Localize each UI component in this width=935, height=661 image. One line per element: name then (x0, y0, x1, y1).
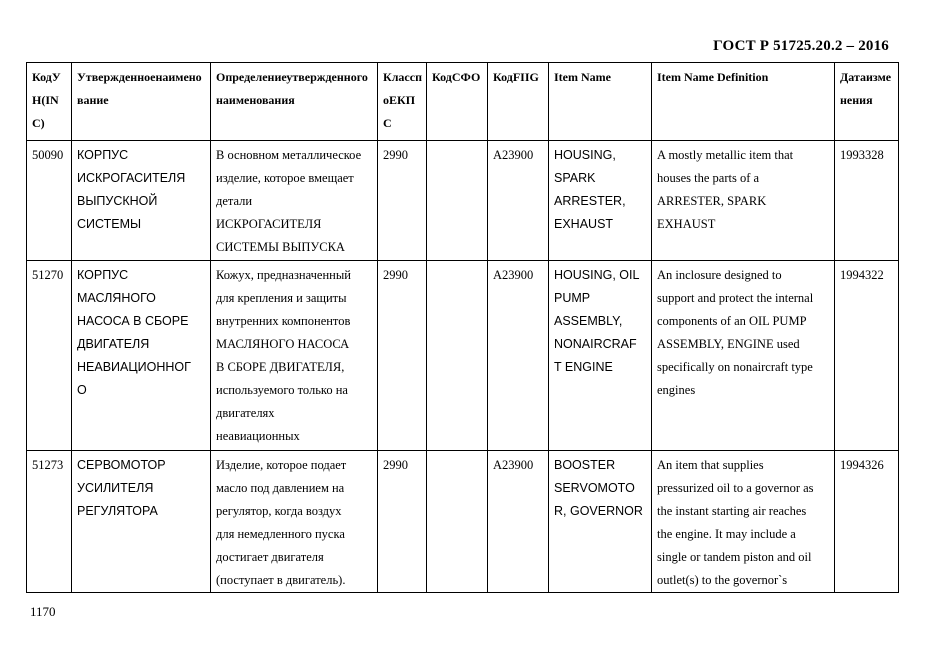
text-line: houses the parts of a (657, 171, 760, 185)
text-line: support and protect the internal (657, 291, 814, 305)
text-line: утвержденного (286, 70, 368, 84)
cell-sfo-code (427, 261, 488, 451)
text-line: СИСТЕМЫ (77, 217, 142, 231)
cell-inc: 51270 (27, 261, 72, 451)
cell-definition (211, 451, 378, 593)
text-line: В основном металлическое (216, 148, 362, 162)
cell-approved-name (72, 451, 211, 593)
cell-item-name (549, 451, 652, 593)
text-line: масло под давлением на (216, 481, 345, 495)
cell-item-name (549, 141, 652, 261)
cell-fiig-code: A23900 (488, 141, 549, 261)
page-number: 1170 (30, 604, 56, 619)
text-line: A mostly metallic item that (657, 148, 794, 162)
text-line: Код (432, 70, 452, 84)
text-line: УН (32, 70, 61, 107)
text-line: по (383, 70, 423, 107)
text-line: УСИЛИТЕЛЯ (77, 481, 154, 495)
text-line: неавиационных (216, 429, 300, 443)
text-line: PUMP (554, 291, 591, 305)
col-header-approved-name (72, 63, 211, 141)
cell-item-name-definition (652, 451, 835, 593)
text-line: the engine. It may include a (657, 527, 796, 541)
cell-fiig-code: A23900 (488, 451, 549, 593)
cell-approved-name (72, 261, 211, 451)
text-line: ИСКРОГАСИТЕЛЯ (77, 171, 186, 185)
col-header-item-name (549, 63, 652, 141)
text-line: Код (32, 70, 52, 84)
table-row (27, 141, 899, 261)
cell-fiig-code: A23900 (488, 261, 549, 451)
text-line: EXHAUST (554, 217, 614, 231)
catalog-table (26, 62, 899, 593)
text-line: pressurized oil to a governor as (657, 481, 814, 495)
text-line: FIIG (512, 70, 539, 84)
text-line: ARRESTER, SPARK (657, 194, 767, 208)
text-line: BOOSTER (554, 458, 616, 472)
document-title: ГОСТ Р 51725.20.2 – 2016 (713, 38, 889, 54)
table-row (27, 451, 899, 593)
text-line: NONAIRCRAF (554, 337, 637, 351)
text-line: Изделие, которое подает (216, 458, 347, 472)
text-line: используемого только на (216, 383, 348, 397)
cell-inc: 50090 (27, 141, 72, 261)
cell-ekps-class: 2990 (378, 451, 427, 593)
text-line: для крепления и защиты (216, 291, 347, 305)
text-line: ИСКРОГАСИТЕЛЯ (216, 217, 322, 231)
text-line: НЕАВИАЦИОННОГ (77, 360, 191, 374)
text-line: HOUSING, OIL (554, 268, 640, 282)
text-line: изменен (840, 70, 892, 107)
cell-definition (211, 141, 378, 261)
text-line: Дата (840, 70, 866, 84)
text-line: для немедленного пуска (216, 527, 345, 541)
col-header-definition (211, 63, 378, 141)
text-line: О (77, 383, 87, 397)
text-line: регулятор, когда воздух (216, 504, 342, 518)
cell-sfo-code (427, 141, 488, 261)
cell-item-name (549, 261, 652, 451)
cell-approved-name (72, 141, 211, 261)
cell-item-name-definition (652, 141, 835, 261)
cell-change-date: 1994326 (835, 451, 899, 593)
text-line: СЕРВОМОТОР (77, 458, 166, 472)
text-line: ия (859, 93, 873, 107)
text-line: внутренних компонентов (216, 314, 351, 328)
text-line: An item that supplies (657, 458, 764, 472)
text-line: наименование (77, 70, 202, 107)
text-line: МАСЛЯНОГО (77, 291, 156, 305)
text-line: ARRESTER, (554, 194, 626, 208)
cell-change-date: 1994322 (835, 261, 899, 451)
text-line: ДВИГАТЕЛЯ (77, 337, 150, 351)
text-line: МАСЛЯНОГО НАСОСА (216, 337, 350, 351)
col-header-item-name-definition (652, 63, 835, 141)
text-line: СИСТЕМЫ ВЫПУСКА (216, 240, 345, 254)
text-line: КОРПУС (77, 268, 129, 282)
col-header-fiig-code (488, 63, 549, 141)
text-line: outlet(s) to the governor`s (657, 573, 788, 587)
col-header-change-date (835, 63, 899, 141)
text-line: изделие, которое вмещает (216, 171, 354, 185)
cell-ekps-class: 2990 (378, 261, 427, 451)
cell-ekps-class: 2990 (378, 141, 427, 261)
text-line: достигает двигателя (216, 550, 324, 564)
text-line: двигателях (216, 406, 275, 420)
text-line: ASSEMBLY, ENGINE used (657, 337, 800, 351)
text-line: КОРПУС (77, 148, 129, 162)
text-line: components of an OIL PUMP (657, 314, 807, 328)
table-row (27, 261, 899, 451)
text-line: EXHAUST (657, 217, 716, 231)
text-line: Код (493, 70, 513, 84)
text-line: Класс (383, 70, 416, 84)
table-header-row (27, 63, 899, 141)
cell-item-name-definition (652, 261, 835, 451)
text-line: HOUSING, (554, 148, 616, 162)
text-line: детали (216, 194, 253, 208)
text-line: наименования (216, 93, 295, 107)
text-line: В СБОРЕ ДВИГАТЕЛЯ, (216, 360, 345, 374)
text-line: ЕКПС (383, 93, 416, 130)
text-line: T ENGINE (554, 360, 613, 374)
text-line: the instant starting air reaches (657, 504, 807, 518)
text-line: Item Name (554, 70, 611, 84)
text-line: SERVOMOTO (554, 481, 635, 495)
cell-inc: 51273 (27, 451, 72, 593)
text-line: An inclosure designed to (657, 268, 782, 282)
col-header-ekps-class (378, 63, 427, 141)
cell-change-date: 1993328 (835, 141, 899, 261)
text-line: ВЫПУСКНОЙ (77, 194, 158, 208)
text-line: (INC) (32, 93, 59, 130)
text-line: R, GOVERNOR (554, 504, 643, 518)
text-line: СФО (451, 70, 481, 84)
col-header-inc (27, 63, 72, 141)
text-line: Item Name Definition (657, 70, 769, 84)
text-line: Кожух, предназначенный (216, 268, 351, 282)
text-line: engines (657, 383, 696, 397)
cell-sfo-code (427, 451, 488, 593)
text-line: ASSEMBLY, (554, 314, 623, 328)
text-line: РЕГУЛЯТОРА (77, 504, 158, 518)
cell-definition (211, 261, 378, 451)
col-header-sfo-code (427, 63, 488, 141)
text-line: SPARK (554, 171, 596, 185)
text-line: Утвержденное (77, 70, 156, 84)
text-line: single or tandem piston and oil (657, 550, 812, 564)
text-line: Определение (216, 70, 287, 84)
text-line: (поступает в двигатель). (216, 573, 346, 587)
text-line: НАСОСА В СБОРЕ (77, 314, 189, 328)
text-line: specifically on nonaircraft type (657, 360, 813, 374)
